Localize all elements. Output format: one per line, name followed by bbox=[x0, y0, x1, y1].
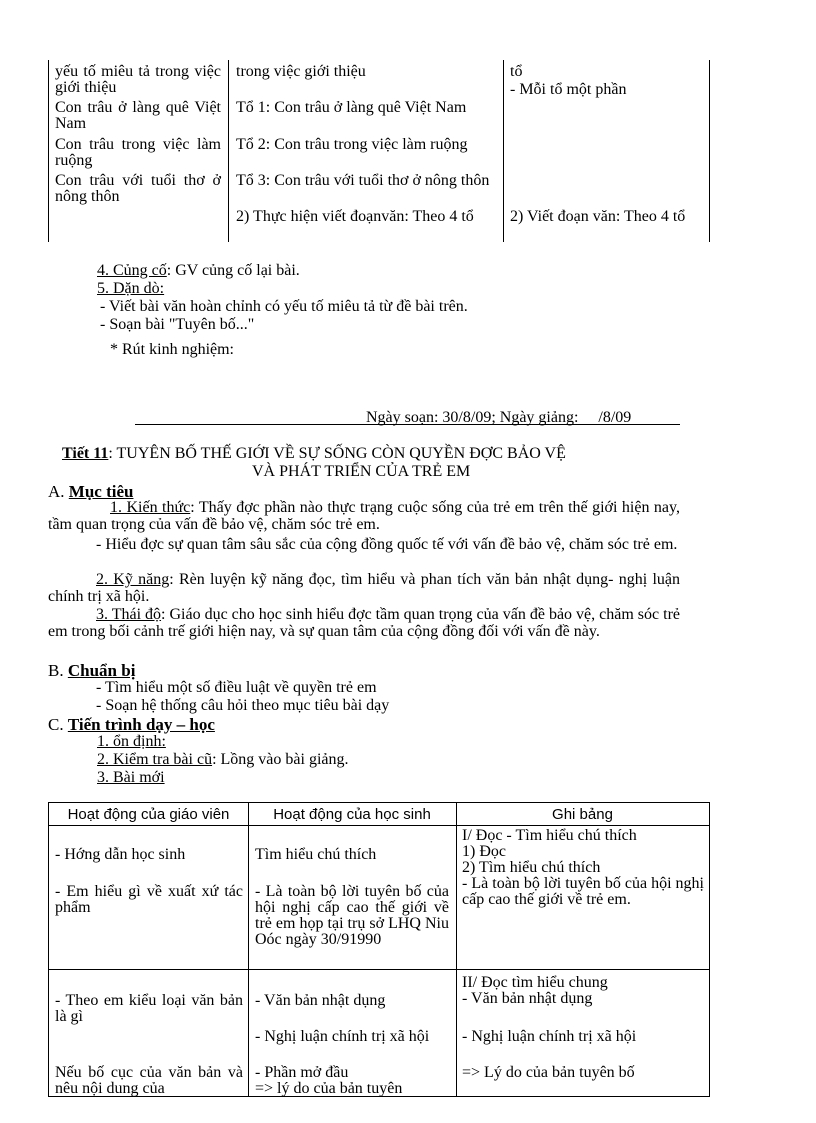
lesson-activity-table bbox=[48, 802, 710, 1097]
cell-text: 1) Đọc bbox=[462, 843, 506, 860]
table-cell bbox=[255, 847, 449, 863]
table-cell-middle bbox=[236, 64, 496, 80]
kiem-tra-text: : Lồng vào bài giảng. bbox=[212, 751, 349, 768]
ky-nang-paragraph bbox=[48, 571, 680, 605]
section-letter: C. bbox=[48, 715, 64, 734]
section-title: Mục tiêu bbox=[68, 482, 134, 501]
thai-do-paragraph-text bbox=[48, 606, 680, 640]
kiem-tra-label: 2. Kiểm tra bài cũ bbox=[97, 751, 213, 768]
lesson-title-line-2: VÀ PHÁT TRIỂN CỦA TRẺ EM bbox=[252, 463, 471, 480]
cell-text: - Nghị luận chính trị xã hội bbox=[255, 1028, 430, 1045]
dan-do-label: 5. Dặn dò: bbox=[97, 280, 165, 297]
cung-co-text: : GV củng cố lại bài. bbox=[166, 262, 300, 279]
cell-text: - Phần mở đầu bbox=[255, 1064, 349, 1081]
table-cell bbox=[255, 1029, 449, 1045]
lesson-title-line-1 bbox=[62, 445, 566, 462]
table-col-divider bbox=[248, 803, 249, 1096]
cell-text: - Nghị luận chính trị xã hội bbox=[462, 1028, 637, 1045]
date-line: Ngày soạn: 30/8/09; Ngày giảng: /8/09 bbox=[366, 409, 632, 426]
cell-text: - Văn bản nhật dụng bbox=[255, 992, 386, 1009]
table-border-right bbox=[709, 60, 710, 242]
cell-text: => Lý do của bản tuyên bố bbox=[462, 1064, 635, 1081]
table-cell bbox=[55, 847, 243, 863]
chuan-bi-item: - Tìm hiểu một số điều luật về quyền trẻ em bbox=[96, 679, 377, 696]
cell-text: tổ bbox=[510, 63, 523, 80]
table-col-divider bbox=[228, 60, 229, 242]
cell-text: Tổ 1: Con trâu ở làng quê Việt Nam bbox=[236, 99, 467, 116]
cell-text: 2) Tìm hiểu chú thích bbox=[462, 859, 601, 876]
table-cell-left bbox=[55, 137, 221, 169]
cell-text: Tổ 3: Con trâu với tuổi thơ ở nông thôn bbox=[236, 172, 490, 189]
cell-text: Con trâu ở làng quê Việt Nam bbox=[55, 99, 221, 132]
chuan-bi-item: - Soạn hệ thống câu hỏi theo mục tiêu bài dạy bbox=[96, 697, 390, 714]
cell-text: trong việc giới thiệu bbox=[236, 63, 366, 80]
table-cell-middle bbox=[236, 173, 496, 189]
cell-text: - Là toàn bộ lời tuyên bố của hội nghị cấp cao thế giới về trẻ em. bbox=[462, 875, 704, 908]
table-cell-left bbox=[55, 173, 221, 205]
section-b-heading bbox=[48, 662, 135, 679]
cell-text: Tìm hiểu chú thích bbox=[255, 846, 377, 863]
cell-text: => lý do của bản tuyên bbox=[255, 1080, 403, 1097]
table-cell-right bbox=[510, 64, 702, 80]
ky-nang-paragraph-text bbox=[48, 571, 680, 605]
cell-text: 2) Thực hiện viết đoạnvăn: Theo 4 tổ bbox=[236, 208, 474, 225]
continuation-table bbox=[48, 60, 710, 242]
table-cell bbox=[55, 884, 243, 916]
header-teacher: Hoạt động của giáo viên bbox=[49, 803, 248, 826]
lesson-title: : TUYÊN BỐ THẾ GIỚI VỀ SỰ SỐNG CÒN QUYỀN ĐỢC BẢO VỆ bbox=[108, 445, 566, 462]
cell-text: - Mỗi tổ một phần bbox=[510, 81, 627, 98]
lesson-label: Tiết 11 bbox=[62, 445, 109, 462]
on-dinh-item: 1. ổn định: bbox=[97, 733, 166, 750]
table-cell-middle bbox=[236, 100, 496, 116]
cung-co-label: 4. Củng cố bbox=[97, 262, 167, 279]
section-a-heading bbox=[48, 483, 133, 500]
paragraph-text: - Hiểu đợc sự quan tâm sâu sắc của cộng đồng quốc tế với vấn đề bảo vệ, chăm sóc trẻ em. bbox=[96, 536, 678, 553]
cell-text: - Hớng dẫn học sinh bbox=[55, 846, 186, 863]
table-cell bbox=[255, 993, 449, 1009]
cell-text: - Theo em kiểu loại văn bản là gì bbox=[55, 992, 243, 1025]
cell-text: - Em hiểu gì về xuất xứ tác phẩm bbox=[55, 883, 243, 916]
kien-thuc-text: : Thấy đợc phần nào thực trạng cuộc sống của trẻ em trên thế giới hiện nay, tầm quan trọng của vấn đề bảo vệ, chăm sóc trẻ em. bbox=[48, 499, 680, 533]
table-cell bbox=[55, 1065, 243, 1097]
table-cell bbox=[462, 828, 704, 908]
cell-text: II/ Đọc tìm hiểu chung bbox=[462, 974, 608, 991]
header-student: Hoạt động của học sinh bbox=[248, 803, 456, 826]
section-letter: B. bbox=[48, 661, 64, 680]
table-cell-right bbox=[510, 82, 702, 98]
table-cell bbox=[462, 975, 704, 1007]
table-col-divider bbox=[503, 60, 504, 242]
thai-do-label: 3. Thái độ bbox=[96, 606, 162, 623]
kien-thuc-label: 1. Kiến thức bbox=[110, 499, 191, 516]
table-row-divider bbox=[49, 969, 709, 970]
table-col-divider bbox=[456, 803, 457, 1096]
cell-text: - Là toàn bộ lời tuyên bố của hội nghị cấp cao thế giới về trẻ em họp tại trụ sở LHQ Niu Oóc ngày 30/91990 bbox=[255, 883, 449, 948]
thai-do-text: : Giáo dục cho học sinh hiểu đợc tầm quan trọng của vấn đề bảo vệ, chăm sóc trẻ em trong bối cảnh trế giới hiện nay, và sự quan tâm của cộng đồng đối với vấn đề này. bbox=[48, 606, 680, 640]
table-border-left bbox=[48, 60, 49, 242]
table-cell bbox=[462, 1029, 704, 1045]
dan-do-item: - Viết bài văn hoàn chỉnh có yếu tố miêu tả từ đề bài trên. bbox=[100, 298, 468, 315]
table-cell-left bbox=[55, 64, 221, 96]
ky-nang-label: 2. Kỹ năng bbox=[96, 571, 170, 588]
section-letter: A. bbox=[48, 482, 65, 501]
section-title: Chuẩn bị bbox=[67, 661, 136, 680]
cell-text: Con trâu trong việc làm ruộng bbox=[55, 136, 221, 169]
table-cell bbox=[462, 1065, 704, 1081]
header-board: Ghi bảng bbox=[456, 803, 709, 826]
cell-text: I/ Đọc - Tìm hiểu chú thích bbox=[462, 827, 637, 844]
cell-text: - Văn bản nhật dụng bbox=[462, 990, 593, 1007]
table-cell-right bbox=[510, 209, 702, 225]
table-cell-left bbox=[55, 100, 221, 132]
kien-thuc-paragraph bbox=[48, 499, 680, 533]
table-cell-middle bbox=[236, 137, 496, 153]
ky-nang-text: : Rèn luyện kỹ năng đọc, tìm hiểu và phan tích văn bản nhật dụng- nghị luận chính trị xã hội. bbox=[48, 571, 681, 605]
rut-kinh-nghiem: * Rút kinh nghiệm: bbox=[110, 341, 234, 358]
section-title: Tiến trình dạy – học bbox=[67, 715, 215, 734]
kiem-tra-item bbox=[97, 751, 349, 768]
table-cell bbox=[255, 1065, 449, 1097]
section-c-heading bbox=[48, 716, 215, 733]
cell-text: yếu tố miêu tả trong việc giới thiệu bbox=[55, 63, 221, 96]
cell-text: Nếu bố cục của văn bản và nêu nội dung của bbox=[55, 1064, 243, 1097]
table-cell bbox=[55, 993, 243, 1025]
kien-thuc-paragraph-text bbox=[48, 499, 680, 533]
cell-text: 2) Viết đoạn văn: Theo 4 tổ bbox=[510, 208, 686, 225]
cell-text: Con trâu với tuổi thơ ở nông thôn bbox=[55, 172, 221, 205]
table-cell-middle bbox=[236, 209, 496, 225]
bai-moi-item: 3. Bài mới bbox=[97, 769, 165, 786]
cung-co-line bbox=[97, 262, 300, 279]
table-cell bbox=[255, 884, 449, 948]
dan-do-item: - Soạn bài "Tuyên bố..." bbox=[100, 316, 255, 333]
hieu-duoc-paragraph bbox=[48, 536, 680, 553]
thai-do-paragraph bbox=[48, 606, 680, 640]
cell-text: Tổ 2: Con trâu trong việc làm ruộng bbox=[236, 136, 468, 153]
